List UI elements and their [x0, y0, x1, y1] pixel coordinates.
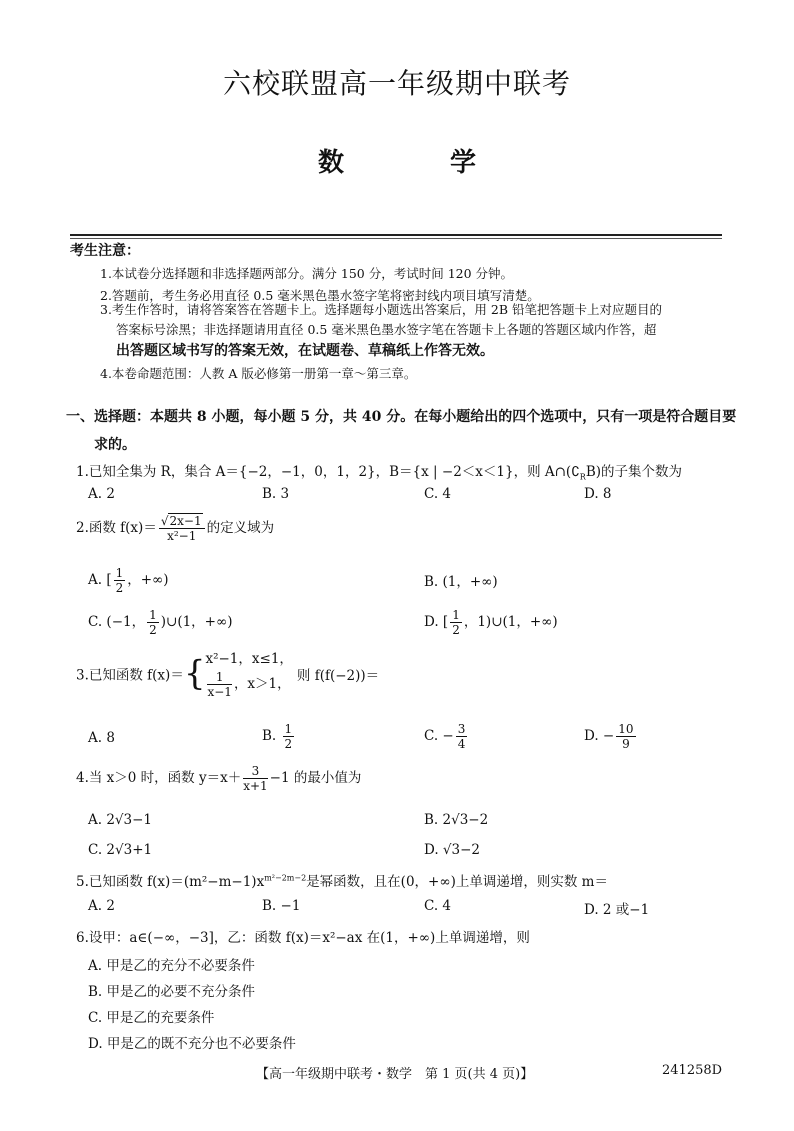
header-divider [70, 234, 722, 239]
q1-option-b: B. 3 [262, 486, 290, 502]
q1-option-c: C. 4 [424, 486, 452, 502]
q2-fraction [159, 514, 205, 543]
section-heading-cont: 求的。 [94, 437, 136, 453]
paper-code: 241258D [662, 1063, 723, 1078]
q4-option-b: B. 2√3−2 [424, 812, 489, 828]
q2-numerator: √2x−1 [159, 514, 205, 529]
q2-stem-tail: 的定义域为 [206, 520, 275, 536]
question-1 [76, 460, 682, 482]
question-2 [76, 514, 274, 543]
q3-piecewise: x²−1，x≤1， $\frac{1}{x-1}$ ，x＞1， [205, 651, 293, 699]
exam-title: 六校联盟高一年级期中联考 [222, 67, 571, 100]
notice-item-3-cont: 答案标号涂黑；非选择题请用直径 0.5 毫米黑色墨水签字笔在答题卡上各题的答题区域内作答，超 [116, 322, 657, 337]
notice-item-3: 3.考生作答时，请将答案答在答题卡上。选择题每小题选出答案后，用 2B 铅笔把答题卡上对应题目的 [100, 302, 663, 317]
page-footer: 【高一年级期中联考・数学 第 1 页(共 4 页)】 [256, 1067, 534, 1082]
q3-option-a: A. 8 [88, 730, 115, 746]
q6-option-b: B. 甲是乙的必要不充分条件 [88, 984, 256, 1000]
q1-stem: 1.已知全集为 R，集合 A＝{−2，−1，0，1，2}，B＝{x | −2＜x＜1}，则 A∩(∁ [76, 464, 580, 480]
q2-option-b: B. (1，+∞) [424, 574, 498, 590]
q5-option-c: C. 4 [424, 898, 452, 914]
section-heading: 一、选择题：本题共 8 小题，每小题 5 分，共 40 分。在每小题给出的四个选项中，只有一项是符合题目要 [66, 409, 737, 425]
question-5: 5.已知函数 $f(x)=(m^2-m-1)x^{m^2-2m-2}$是幂函数，且在(0，+∞)上单调递增，则实数 m＝ [76, 873, 608, 890]
q3-option-d: D. − $\frac{10}{9}$ [584, 722, 634, 751]
q4-option-a: A. 2√3−1 [88, 812, 153, 828]
question-3: 3.已知函数 f(x)＝{ x²−1，x≤1， $\frac{1}{x-1}$ ，x＞1， 则 f(f(−2))＝ [76, 648, 379, 699]
q2-option-d: D. [ $\frac{1}{2}$ ，1)∪(1，+∞) [424, 608, 558, 637]
notice-item-3-emphasis: 出答题区域书写的答案无效，在试题卷、草稿纸上作答无效。 [116, 343, 494, 359]
q4-option-c: C. 2√3+1 [88, 842, 153, 858]
q3-brace: { [183, 653, 206, 694]
notice-item-1: 1.本试卷分选择题和非选择题两部分。满分 150 分，考试时间 120 分钟。 [100, 266, 514, 281]
q6-option-c: C. 甲是乙的充要条件 [88, 1010, 215, 1026]
q5-option-a: A. 2 [88, 898, 115, 914]
q3-option-c: C. − $\frac{3}{4}$ [424, 722, 466, 751]
q5-option-d: D. 2 或−1 [584, 902, 650, 918]
q1-option-a: A. 2 [88, 486, 115, 502]
q5-exponent: m²−2m−2 [264, 873, 307, 883]
q1-option-d: D. 8 [584, 486, 612, 502]
q2-option-a: A. [ $\frac{1}{2}$ ，+∞) [88, 566, 169, 595]
q6-option-a: A. 甲是乙的充分不必要条件 [88, 958, 255, 974]
question-6: 6.设甲：a∈(−∞，−3]，乙：函数 f(x)＝x²−ax 在(1，+∞)上单调递增，则 [76, 930, 530, 946]
q4-option-d: D. √3−2 [424, 842, 481, 858]
q6-option-d: D. 甲是乙的既不充分也不必要条件 [88, 1036, 296, 1052]
question-4: 4.当 x＞0 时，函数 y＝x＋ $\frac{3}{x+1}$ −1 的最小值为 [76, 764, 362, 793]
notice-title: 考生注意： [70, 243, 140, 259]
q2-denominator: x²−1 [167, 529, 197, 543]
notice-item-4: 4.本卷命题范围：人教 A 版必修第一册第一章～第三章。 [100, 366, 417, 381]
q2-stem: 2.函数 f(x)＝ [76, 520, 157, 536]
q3-option-b: B. $\frac{1}{2}$ [262, 722, 293, 751]
subject-title: 数 学 [317, 148, 516, 178]
q2-option-c: C. (−1， $\frac{1}{2}$ )∪(1，+∞) [88, 608, 233, 637]
notice-item-2: 2.答题前，考生务必用直径 0.5 毫米黑色墨水签字笔将密封线内项目填写清楚。 [100, 288, 540, 303]
q1-stem-tail: B)的子集个数为 [585, 464, 682, 480]
q5-option-b: B. −1 [262, 898, 301, 914]
q1-subscript: R [579, 472, 586, 482]
